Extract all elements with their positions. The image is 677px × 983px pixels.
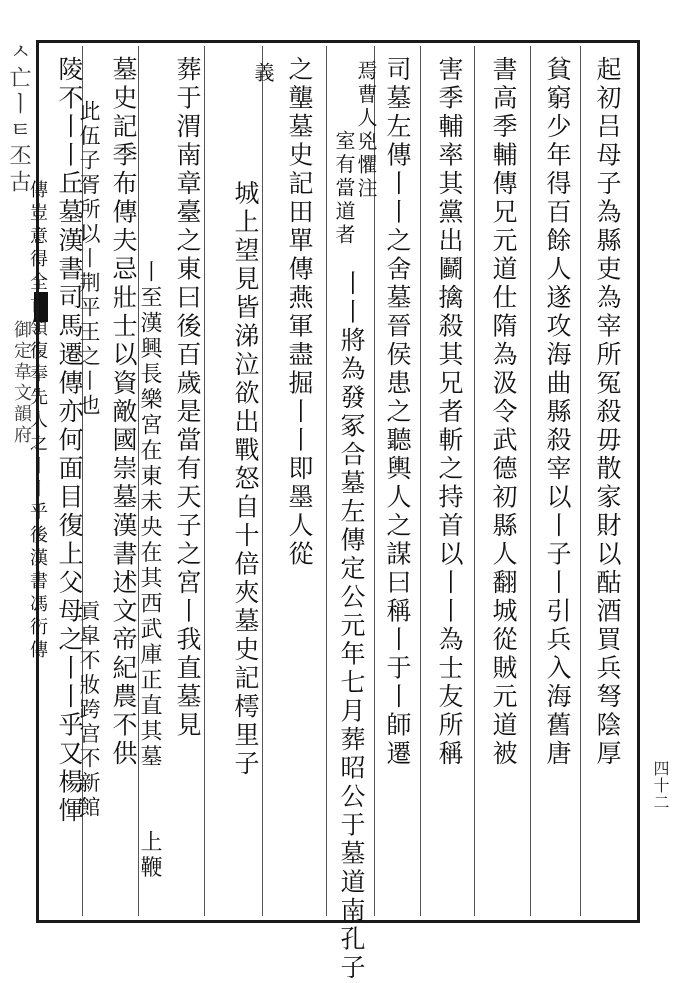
text-column-5: 司墓左傳丨丨之舍墓晉侯患之聽輿人之謀曰稱丨于丨師遷 <box>383 56 412 769</box>
text-column-8: 丨丨將為發冢合墓左傳定公元年七月葬昭公于墓道南孔子 <box>337 270 366 983</box>
text-column-15: 墓史記季布傳夫忌壯士以資敵國崇墓漢書述文帝紀農不供 <box>109 56 138 769</box>
text-column-12: 葬于渭南章臺之東曰後百歲是當有天子之宮丨我直墓見 <box>173 56 202 740</box>
page-number: 四十二 <box>651 760 670 811</box>
text-column-9: 之壟墓史記田單傳燕軍盡掘丨丨即墨人從 <box>285 56 314 569</box>
text-column-10-note: 義 <box>251 62 275 86</box>
margin-top-fragment: ㅅ亡ㅣㅌ丕古 <box>6 40 31 196</box>
text-column-11: 城上望見皆涕泣欲出戰怒自十倍夾墓史記樗里子 <box>231 180 260 779</box>
text-column-14-note: 上鞭 <box>137 830 162 881</box>
text-column-16: 此伍子胥所以丨荆平王之丨也 <box>77 100 101 419</box>
text-column-18: 陵不丨丨丘墓漢書司馬遷傳亦何面目復上父母之丨丨乎又楊惲 <box>55 56 84 826</box>
column-rule <box>326 46 327 916</box>
text-column-2: 貧窮少年得百餘人遂攻海曲縣殺宰以丨子丨引兵入海舊唐 <box>543 56 572 769</box>
column-rule <box>580 46 581 916</box>
book-title: 御定韋文韻府 <box>11 320 32 446</box>
text-column-19: 傳豈意得全首領復奉先人之丨丨乎後漢書馮衍傳 <box>27 180 48 663</box>
text-column-7-note: 室有當道者 <box>332 130 356 248</box>
text-column-4: 害季輔率其黨出鬬擒殺其兄者斬之持首以丨丨為士友所稱 <box>435 56 464 769</box>
text-column-3: 書高季輔傳兄元道仕隋為汲令武德初縣人翻城從賊元道被 <box>489 56 518 769</box>
column-rule <box>530 46 531 916</box>
column-rule <box>474 46 475 916</box>
text-column-13: 丨至漢興長樂宮在東未央在其西武庫正直其墓 <box>137 260 162 770</box>
text-column-6-note: 焉曹人兇懼注 <box>354 60 378 201</box>
column-rule <box>420 46 421 916</box>
text-column-17: 貢皐不妝跨宫不新館 <box>77 600 101 821</box>
text-column-1: 起初吕母子為縣吏為宰所冤殺毋散家財以酤酒買兵弩陰厚 <box>593 56 622 769</box>
